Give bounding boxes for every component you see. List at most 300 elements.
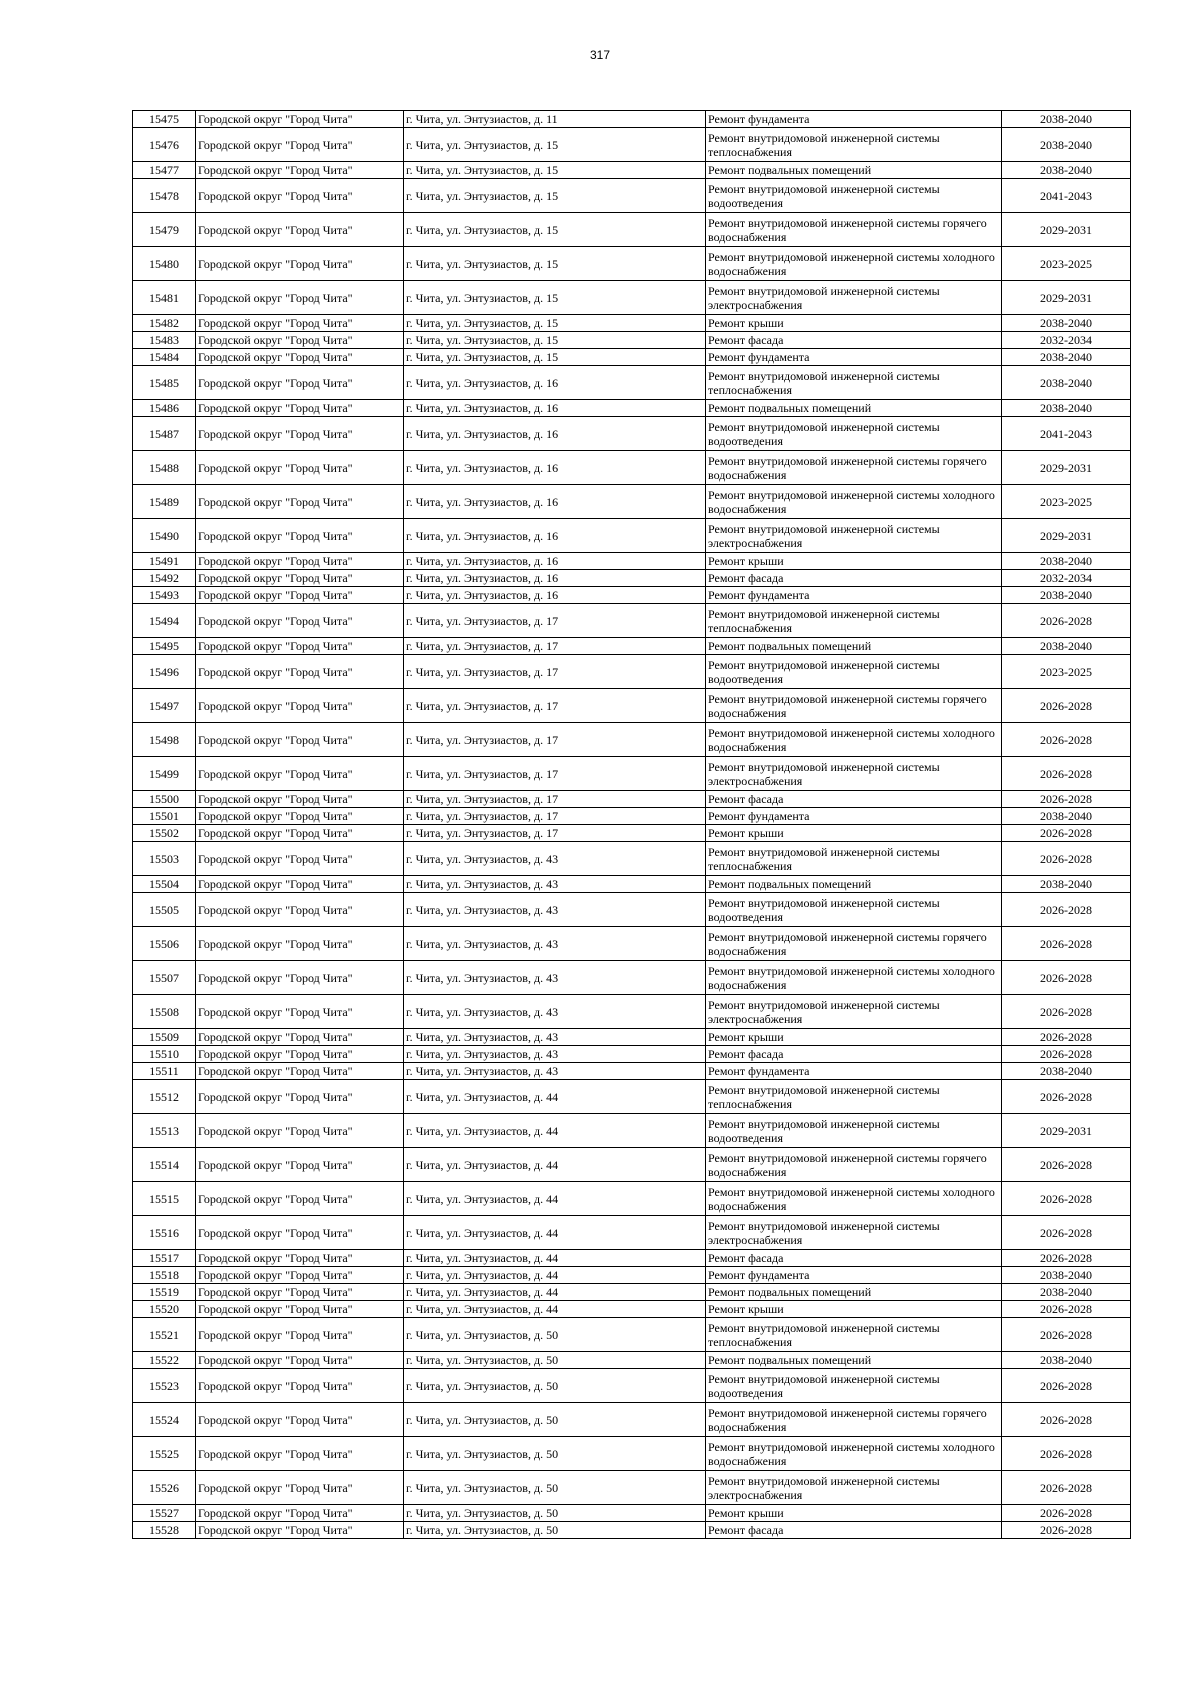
row-number-cell: 15486 bbox=[133, 400, 196, 417]
address-cell: г. Чита, ул. Энтузиастов, д. 15 bbox=[404, 128, 706, 162]
work-type-cell: Ремонт фасада bbox=[706, 1250, 1002, 1267]
period-cell: 2038-2040 bbox=[1002, 400, 1131, 417]
row-number-cell: 15520 bbox=[133, 1301, 196, 1318]
table-row bbox=[133, 213, 1131, 247]
period-cell: 2029-2031 bbox=[1002, 519, 1131, 553]
municipality-cell: Городской округ "Город Чита" bbox=[196, 1080, 404, 1114]
table-row bbox=[133, 1301, 1131, 1318]
row-number-cell: 15524 bbox=[133, 1403, 196, 1437]
municipality-cell: Городской округ "Город Чита" bbox=[196, 1182, 404, 1216]
address-cell: г. Чита, ул. Энтузиастов, д. 15 bbox=[404, 247, 706, 281]
period-cell: 2029-2031 bbox=[1002, 1114, 1131, 1148]
row-number-cell: 15484 bbox=[133, 349, 196, 366]
period-cell: 2041-2043 bbox=[1002, 179, 1131, 213]
work-type-cell: Ремонт внутридомовой инженерной системы горячего водоснабжения bbox=[706, 213, 1002, 247]
municipality-cell: Городской округ "Город Чита" bbox=[196, 1284, 404, 1301]
municipality-cell: Городской округ "Город Чита" bbox=[196, 1148, 404, 1182]
address-cell: г. Чита, ул. Энтузиастов, д. 50 bbox=[404, 1437, 706, 1471]
municipality-cell: Городской округ "Город Чита" bbox=[196, 570, 404, 587]
work-type-cell: Ремонт внутридомовой инженерной системы теплоснабжения bbox=[706, 842, 1002, 876]
table-row bbox=[133, 1369, 1131, 1403]
work-type-cell: Ремонт внутридомовой инженерной системы электроснабжения bbox=[706, 995, 1002, 1029]
row-number-cell: 15515 bbox=[133, 1182, 196, 1216]
table-row bbox=[133, 689, 1131, 723]
period-cell: 2038-2040 bbox=[1002, 876, 1131, 893]
address-cell: г. Чита, ул. Энтузиастов, д. 17 bbox=[404, 825, 706, 842]
period-cell: 2026-2028 bbox=[1002, 1029, 1131, 1046]
table-row bbox=[133, 961, 1131, 995]
municipality-cell: Городской округ "Город Чита" bbox=[196, 791, 404, 808]
table-row bbox=[133, 1250, 1131, 1267]
period-cell: 2038-2040 bbox=[1002, 553, 1131, 570]
row-number-cell: 15482 bbox=[133, 315, 196, 332]
municipality-cell: Городской округ "Город Чита" bbox=[196, 400, 404, 417]
period-cell: 2038-2040 bbox=[1002, 808, 1131, 825]
municipality-cell: Городской округ "Город Чита" bbox=[196, 1505, 404, 1522]
address-cell: г. Чита, ул. Энтузиастов, д. 43 bbox=[404, 842, 706, 876]
work-type-cell: Ремонт подвальных помещений bbox=[706, 162, 1002, 179]
period-cell: 2026-2028 bbox=[1002, 1301, 1131, 1318]
work-type-cell: Ремонт внутридомовой инженерной системы горячего водоснабжения bbox=[706, 1148, 1002, 1182]
period-cell: 2038-2040 bbox=[1002, 1267, 1131, 1284]
period-cell: 2038-2040 bbox=[1002, 1063, 1131, 1080]
address-cell: г. Чита, ул. Энтузиастов, д. 16 bbox=[404, 366, 706, 400]
table-row bbox=[133, 638, 1131, 655]
table-row bbox=[133, 1216, 1131, 1250]
municipality-cell: Городской округ "Город Чита" bbox=[196, 315, 404, 332]
municipality-cell: Городской округ "Город Чита" bbox=[196, 1352, 404, 1369]
work-type-cell: Ремонт внутридомовой инженерной системы теплоснабжения bbox=[706, 366, 1002, 400]
row-number-cell: 15497 bbox=[133, 689, 196, 723]
period-cell: 2026-2028 bbox=[1002, 1471, 1131, 1505]
period-cell: 2026-2028 bbox=[1002, 689, 1131, 723]
municipality-cell: Городской округ "Город Чита" bbox=[196, 349, 404, 366]
period-cell: 2026-2028 bbox=[1002, 604, 1131, 638]
row-number-cell: 15493 bbox=[133, 587, 196, 604]
row-number-cell: 15518 bbox=[133, 1267, 196, 1284]
table-row bbox=[133, 1114, 1131, 1148]
row-number-cell: 15475 bbox=[133, 111, 196, 128]
address-cell: г. Чита, ул. Энтузиастов, д. 16 bbox=[404, 519, 706, 553]
municipality-cell: Городской округ "Город Чита" bbox=[196, 655, 404, 689]
municipality-cell: Городской округ "Город Чита" bbox=[196, 1114, 404, 1148]
work-type-cell: Ремонт внутридомовой инженерной системы теплоснабжения bbox=[706, 604, 1002, 638]
work-type-cell: Ремонт фундамента bbox=[706, 587, 1002, 604]
row-number-cell: 15498 bbox=[133, 723, 196, 757]
row-number-cell: 15477 bbox=[133, 162, 196, 179]
work-type-cell: Ремонт крыши bbox=[706, 315, 1002, 332]
row-number-cell: 15510 bbox=[133, 1046, 196, 1063]
address-cell: г. Чита, ул. Энтузиастов, д. 17 bbox=[404, 638, 706, 655]
address-cell: г. Чита, ул. Энтузиастов, д. 43 bbox=[404, 927, 706, 961]
municipality-cell: Городской округ "Город Чита" bbox=[196, 247, 404, 281]
municipality-cell: Городской округ "Город Чита" bbox=[196, 1318, 404, 1352]
address-cell: г. Чита, ул. Энтузиастов, д. 43 bbox=[404, 893, 706, 927]
address-cell: г. Чита, ул. Энтузиастов, д. 43 bbox=[404, 1046, 706, 1063]
row-number-cell: 15487 bbox=[133, 417, 196, 451]
address-cell: г. Чита, ул. Энтузиастов, д. 44 bbox=[404, 1250, 706, 1267]
row-number-cell: 15499 bbox=[133, 757, 196, 791]
row-number-cell: 15521 bbox=[133, 1318, 196, 1352]
address-cell: г. Чита, ул. Энтузиастов, д. 17 bbox=[404, 791, 706, 808]
row-number-cell: 15500 bbox=[133, 791, 196, 808]
work-type-cell: Ремонт подвальных помещений bbox=[706, 1284, 1002, 1301]
period-cell: 2026-2028 bbox=[1002, 723, 1131, 757]
municipality-cell: Городской округ "Город Чита" bbox=[196, 1029, 404, 1046]
table-row bbox=[133, 162, 1131, 179]
address-cell: г. Чита, ул. Энтузиастов, д. 50 bbox=[404, 1369, 706, 1403]
row-number-cell: 15509 bbox=[133, 1029, 196, 1046]
address-cell: г. Чита, ул. Энтузиастов, д. 15 bbox=[404, 349, 706, 366]
table-row bbox=[133, 315, 1131, 332]
table-row bbox=[133, 757, 1131, 791]
municipality-cell: Городской округ "Город Чита" bbox=[196, 519, 404, 553]
table-row bbox=[133, 179, 1131, 213]
work-type-cell: Ремонт фасада bbox=[706, 1522, 1002, 1539]
table-row bbox=[133, 1182, 1131, 1216]
address-cell: г. Чита, ул. Энтузиастов, д. 16 bbox=[404, 587, 706, 604]
work-type-cell: Ремонт внутридомовой инженерной системы водоотведения bbox=[706, 1369, 1002, 1403]
period-cell: 2026-2028 bbox=[1002, 1080, 1131, 1114]
table-row bbox=[133, 1080, 1131, 1114]
address-cell: г. Чита, ул. Энтузиастов, д. 16 bbox=[404, 553, 706, 570]
address-cell: г. Чита, ул. Энтузиастов, д. 16 bbox=[404, 400, 706, 417]
table-row bbox=[133, 451, 1131, 485]
address-cell: г. Чита, ул. Энтузиастов, д. 44 bbox=[404, 1216, 706, 1250]
address-cell: г. Чита, ул. Энтузиастов, д. 44 bbox=[404, 1080, 706, 1114]
period-cell: 2026-2028 bbox=[1002, 1216, 1131, 1250]
work-type-cell: Ремонт фасада bbox=[706, 1046, 1002, 1063]
period-cell: 2038-2040 bbox=[1002, 638, 1131, 655]
period-cell: 2038-2040 bbox=[1002, 128, 1131, 162]
work-type-cell: Ремонт крыши bbox=[706, 1029, 1002, 1046]
row-number-cell: 15528 bbox=[133, 1522, 196, 1539]
municipality-cell: Городской округ "Город Чита" bbox=[196, 689, 404, 723]
period-cell: 2026-2028 bbox=[1002, 1369, 1131, 1403]
row-number-cell: 15522 bbox=[133, 1352, 196, 1369]
municipality-cell: Городской округ "Город Чита" bbox=[196, 995, 404, 1029]
work-type-cell: Ремонт внутридомовой инженерной системы электроснабжения bbox=[706, 281, 1002, 315]
address-cell: г. Чита, ул. Энтузиастов, д. 15 bbox=[404, 162, 706, 179]
work-type-cell: Ремонт фундамента bbox=[706, 1267, 1002, 1284]
municipality-cell: Городской округ "Город Чита" bbox=[196, 1063, 404, 1080]
table-row bbox=[133, 400, 1131, 417]
table-row bbox=[133, 1148, 1131, 1182]
municipality-cell: Городской округ "Город Чита" bbox=[196, 757, 404, 791]
address-cell: г. Чита, ул. Энтузиастов, д. 43 bbox=[404, 961, 706, 995]
row-number-cell: 15481 bbox=[133, 281, 196, 315]
period-cell: 2026-2028 bbox=[1002, 825, 1131, 842]
work-type-cell: Ремонт внутридомовой инженерной системы теплоснабжения bbox=[706, 1318, 1002, 1352]
period-cell: 2038-2040 bbox=[1002, 366, 1131, 400]
municipality-cell: Городской округ "Город Чита" bbox=[196, 451, 404, 485]
row-number-cell: 15489 bbox=[133, 485, 196, 519]
period-cell: 2038-2040 bbox=[1002, 1284, 1131, 1301]
table-row bbox=[133, 1471, 1131, 1505]
work-type-cell: Ремонт внутридомовой инженерной системы водоотведения bbox=[706, 417, 1002, 451]
municipality-cell: Городской округ "Город Чита" bbox=[196, 553, 404, 570]
municipality-cell: Городской округ "Город Чита" bbox=[196, 128, 404, 162]
municipality-cell: Городской округ "Город Чита" bbox=[196, 1267, 404, 1284]
period-cell: 2026-2028 bbox=[1002, 791, 1131, 808]
period-cell: 2023-2025 bbox=[1002, 247, 1131, 281]
work-type-cell: Ремонт внутридомовой инженерной системы горячего водоснабжения bbox=[706, 927, 1002, 961]
row-number-cell: 15523 bbox=[133, 1369, 196, 1403]
table-row bbox=[133, 1029, 1131, 1046]
period-cell: 2023-2025 bbox=[1002, 485, 1131, 519]
row-number-cell: 15483 bbox=[133, 332, 196, 349]
work-type-cell: Ремонт внутридомовой инженерной системы электроснабжения bbox=[706, 1471, 1002, 1505]
table-row bbox=[133, 1046, 1131, 1063]
work-type-cell: Ремонт внутридомовой инженерной системы горячего водоснабжения bbox=[706, 1403, 1002, 1437]
municipality-cell: Городской округ "Город Чита" bbox=[196, 961, 404, 995]
period-cell: 2026-2028 bbox=[1002, 1505, 1131, 1522]
address-cell: г. Чита, ул. Энтузиастов, д. 50 bbox=[404, 1522, 706, 1539]
work-type-cell: Ремонт крыши bbox=[706, 553, 1002, 570]
period-cell: 2026-2028 bbox=[1002, 1046, 1131, 1063]
row-number-cell: 15478 bbox=[133, 179, 196, 213]
period-cell: 2026-2028 bbox=[1002, 893, 1131, 927]
row-number-cell: 15525 bbox=[133, 1437, 196, 1471]
row-number-cell: 15479 bbox=[133, 213, 196, 247]
work-type-cell: Ремонт фундамента bbox=[706, 808, 1002, 825]
address-cell: г. Чита, ул. Энтузиастов, д. 15 bbox=[404, 315, 706, 332]
work-type-cell: Ремонт внутридомовой инженерной системы холодного водоснабжения bbox=[706, 1182, 1002, 1216]
table-row bbox=[133, 1437, 1131, 1471]
municipality-cell: Городской округ "Город Чита" bbox=[196, 1522, 404, 1539]
municipality-cell: Городской округ "Город Чита" bbox=[196, 281, 404, 315]
work-type-cell: Ремонт внутридомовой инженерной системы теплоснабжения bbox=[706, 128, 1002, 162]
table-row bbox=[133, 825, 1131, 842]
repair-schedule-table bbox=[132, 110, 1131, 1539]
row-number-cell: 15517 bbox=[133, 1250, 196, 1267]
address-cell: г. Чита, ул. Энтузиастов, д. 16 bbox=[404, 570, 706, 587]
row-number-cell: 15519 bbox=[133, 1284, 196, 1301]
address-cell: г. Чита, ул. Энтузиастов, д. 16 bbox=[404, 417, 706, 451]
period-cell: 2038-2040 bbox=[1002, 349, 1131, 366]
period-cell: 2038-2040 bbox=[1002, 587, 1131, 604]
table-row bbox=[133, 1505, 1131, 1522]
work-type-cell: Ремонт внутридомовой инженерной системы электроснабжения bbox=[706, 519, 1002, 553]
address-cell: г. Чита, ул. Энтузиастов, д. 50 bbox=[404, 1403, 706, 1437]
table-row bbox=[133, 1318, 1131, 1352]
table-row bbox=[133, 553, 1131, 570]
work-type-cell: Ремонт внутридомовой инженерной системы теплоснабжения bbox=[706, 1080, 1002, 1114]
table-row bbox=[133, 281, 1131, 315]
row-number-cell: 15511 bbox=[133, 1063, 196, 1080]
table-row bbox=[133, 893, 1131, 927]
table-row bbox=[133, 366, 1131, 400]
work-type-cell: Ремонт внутридомовой инженерной системы горячего водоснабжения bbox=[706, 689, 1002, 723]
work-type-cell: Ремонт фундамента bbox=[706, 111, 1002, 128]
row-number-cell: 15476 bbox=[133, 128, 196, 162]
table-row bbox=[133, 927, 1131, 961]
municipality-cell: Городской округ "Город Чита" bbox=[196, 111, 404, 128]
table-row bbox=[133, 349, 1131, 366]
period-cell: 2041-2043 bbox=[1002, 417, 1131, 451]
table-row bbox=[133, 128, 1131, 162]
row-number-cell: 15490 bbox=[133, 519, 196, 553]
period-cell: 2032-2034 bbox=[1002, 570, 1131, 587]
period-cell: 2038-2040 bbox=[1002, 1352, 1131, 1369]
municipality-cell: Городской округ "Город Чита" bbox=[196, 587, 404, 604]
work-type-cell: Ремонт внутридомовой инженерной системы электроснабжения bbox=[706, 757, 1002, 791]
municipality-cell: Городской округ "Город Чита" bbox=[196, 213, 404, 247]
address-cell: г. Чита, ул. Энтузиастов, д. 17 bbox=[404, 757, 706, 791]
period-cell: 2026-2028 bbox=[1002, 1182, 1131, 1216]
address-cell: г. Чита, ул. Энтузиастов, д. 16 bbox=[404, 451, 706, 485]
row-number-cell: 15502 bbox=[133, 825, 196, 842]
period-cell: 2038-2040 bbox=[1002, 111, 1131, 128]
row-number-cell: 15496 bbox=[133, 655, 196, 689]
table-row bbox=[133, 1063, 1131, 1080]
address-cell: г. Чита, ул. Энтузиастов, д. 17 bbox=[404, 808, 706, 825]
row-number-cell: 15504 bbox=[133, 876, 196, 893]
row-number-cell: 15495 bbox=[133, 638, 196, 655]
address-cell: г. Чита, ул. Энтузиастов, д. 44 bbox=[404, 1114, 706, 1148]
work-type-cell: Ремонт фасада bbox=[706, 791, 1002, 808]
address-cell: г. Чита, ул. Энтузиастов, д. 50 bbox=[404, 1471, 706, 1505]
period-cell: 2026-2028 bbox=[1002, 842, 1131, 876]
row-number-cell: 15506 bbox=[133, 927, 196, 961]
period-cell: 2026-2028 bbox=[1002, 757, 1131, 791]
work-type-cell: Ремонт подвальных помещений bbox=[706, 638, 1002, 655]
address-cell: г. Чита, ул. Энтузиастов, д. 44 bbox=[404, 1148, 706, 1182]
table-row bbox=[133, 1267, 1131, 1284]
row-number-cell: 15513 bbox=[133, 1114, 196, 1148]
address-cell: г. Чита, ул. Энтузиастов, д. 17 bbox=[404, 604, 706, 638]
table-row bbox=[133, 995, 1131, 1029]
row-number-cell: 15491 bbox=[133, 553, 196, 570]
work-type-cell: Ремонт фасада bbox=[706, 570, 1002, 587]
period-cell: 2026-2028 bbox=[1002, 1437, 1131, 1471]
period-cell: 2029-2031 bbox=[1002, 281, 1131, 315]
address-cell: г. Чита, ул. Энтузиастов, д. 17 bbox=[404, 723, 706, 757]
period-cell: 2026-2028 bbox=[1002, 1403, 1131, 1437]
municipality-cell: Городской округ "Город Чита" bbox=[196, 1369, 404, 1403]
address-cell: г. Чита, ул. Энтузиастов, д. 15 bbox=[404, 179, 706, 213]
table-row bbox=[133, 842, 1131, 876]
period-cell: 2032-2034 bbox=[1002, 332, 1131, 349]
row-number-cell: 15480 bbox=[133, 247, 196, 281]
work-type-cell: Ремонт фасада bbox=[706, 332, 1002, 349]
address-cell: г. Чита, ул. Энтузиастов, д. 44 bbox=[404, 1301, 706, 1318]
address-cell: г. Чита, ул. Энтузиастов, д. 15 bbox=[404, 281, 706, 315]
table-body bbox=[133, 111, 1131, 1539]
work-type-cell: Ремонт внутридомовой инженерной системы холодного водоснабжения bbox=[706, 1437, 1002, 1471]
work-type-cell: Ремонт внутридомовой инженерной системы водоотведения bbox=[706, 893, 1002, 927]
address-cell: г. Чита, ул. Энтузиастов, д. 44 bbox=[404, 1284, 706, 1301]
period-cell: 2038-2040 bbox=[1002, 315, 1131, 332]
row-number-cell: 15501 bbox=[133, 808, 196, 825]
work-type-cell: Ремонт внутридомовой инженерной системы холодного водоснабжения bbox=[706, 247, 1002, 281]
table-row bbox=[133, 1352, 1131, 1369]
table-row bbox=[133, 1403, 1131, 1437]
municipality-cell: Городской округ "Город Чита" bbox=[196, 876, 404, 893]
row-number-cell: 15492 bbox=[133, 570, 196, 587]
work-type-cell: Ремонт крыши bbox=[706, 1505, 1002, 1522]
table-row bbox=[133, 519, 1131, 553]
table-row bbox=[133, 111, 1131, 128]
row-number-cell: 15512 bbox=[133, 1080, 196, 1114]
work-type-cell: Ремонт внутридомовой инженерной системы холодного водоснабжения bbox=[706, 723, 1002, 757]
address-cell: г. Чита, ул. Энтузиастов, д. 50 bbox=[404, 1352, 706, 1369]
work-type-cell: Ремонт внутридомовой инженерной системы электроснабжения bbox=[706, 1216, 1002, 1250]
municipality-cell: Городской округ "Город Чита" bbox=[196, 366, 404, 400]
address-cell: г. Чита, ул. Энтузиастов, д. 16 bbox=[404, 485, 706, 519]
municipality-cell: Городской округ "Город Чита" bbox=[196, 1046, 404, 1063]
period-cell: 2026-2028 bbox=[1002, 995, 1131, 1029]
period-cell: 2029-2031 bbox=[1002, 451, 1131, 485]
municipality-cell: Городской округ "Город Чита" bbox=[196, 638, 404, 655]
work-type-cell: Ремонт фундамента bbox=[706, 349, 1002, 366]
row-number-cell: 15527 bbox=[133, 1505, 196, 1522]
table-row bbox=[133, 655, 1131, 689]
row-number-cell: 15516 bbox=[133, 1216, 196, 1250]
table-row bbox=[133, 485, 1131, 519]
address-cell: г. Чита, ул. Энтузиастов, д. 44 bbox=[404, 1182, 706, 1216]
municipality-cell: Городской округ "Город Чита" bbox=[196, 332, 404, 349]
row-number-cell: 15503 bbox=[133, 842, 196, 876]
municipality-cell: Городской округ "Город Чита" bbox=[196, 1437, 404, 1471]
work-type-cell: Ремонт внутридомовой инженерной системы водоотведения bbox=[706, 1114, 1002, 1148]
work-type-cell: Ремонт внутридомовой инженерной системы холодного водоснабжения bbox=[706, 485, 1002, 519]
table-row bbox=[133, 876, 1131, 893]
row-number-cell: 15514 bbox=[133, 1148, 196, 1182]
period-cell: 2026-2028 bbox=[1002, 1250, 1131, 1267]
work-type-cell: Ремонт внутридомовой инженерной системы водоотведения bbox=[706, 655, 1002, 689]
period-cell: 2026-2028 bbox=[1002, 961, 1131, 995]
municipality-cell: Городской округ "Город Чита" bbox=[196, 1250, 404, 1267]
address-cell: г. Чита, ул. Энтузиастов, д. 15 bbox=[404, 332, 706, 349]
address-cell: г. Чита, ул. Энтузиастов, д. 43 bbox=[404, 876, 706, 893]
municipality-cell: Городской округ "Город Чита" bbox=[196, 1471, 404, 1505]
table-row bbox=[133, 1284, 1131, 1301]
work-type-cell: Ремонт внутридомовой инженерной системы водоотведения bbox=[706, 179, 1002, 213]
address-cell: г. Чита, ул. Энтузиастов, д. 15 bbox=[404, 213, 706, 247]
address-cell: г. Чита, ул. Энтузиастов, д. 43 bbox=[404, 1063, 706, 1080]
table-row bbox=[133, 808, 1131, 825]
work-type-cell: Ремонт подвальных помещений bbox=[706, 876, 1002, 893]
row-number-cell: 15494 bbox=[133, 604, 196, 638]
table-row bbox=[133, 417, 1131, 451]
municipality-cell: Городской округ "Город Чита" bbox=[196, 927, 404, 961]
municipality-cell: Городской округ "Город Чита" bbox=[196, 808, 404, 825]
municipality-cell: Городской округ "Город Чита" bbox=[196, 604, 404, 638]
address-cell: г. Чита, ул. Энтузиастов, д. 17 bbox=[404, 689, 706, 723]
work-type-cell: Ремонт фундамента bbox=[706, 1063, 1002, 1080]
row-number-cell: 15526 bbox=[133, 1471, 196, 1505]
work-type-cell: Ремонт внутридомовой инженерной системы горячего водоснабжения bbox=[706, 451, 1002, 485]
work-type-cell: Ремонт крыши bbox=[706, 1301, 1002, 1318]
row-number-cell: 15508 bbox=[133, 995, 196, 1029]
work-type-cell: Ремонт внутридомовой инженерной системы холодного водоснабжения bbox=[706, 961, 1002, 995]
address-cell: г. Чита, ул. Энтузиастов, д. 11 bbox=[404, 111, 706, 128]
address-cell: г. Чита, ул. Энтузиастов, д. 44 bbox=[404, 1267, 706, 1284]
municipality-cell: Городской округ "Город Чита" bbox=[196, 723, 404, 757]
period-cell: 2026-2028 bbox=[1002, 1148, 1131, 1182]
municipality-cell: Городской округ "Город Чита" bbox=[196, 485, 404, 519]
table-row bbox=[133, 791, 1131, 808]
municipality-cell: Городской округ "Город Чита" bbox=[196, 842, 404, 876]
table-row bbox=[133, 604, 1131, 638]
period-cell: 2026-2028 bbox=[1002, 1522, 1131, 1539]
municipality-cell: Городской округ "Город Чита" bbox=[196, 1216, 404, 1250]
municipality-cell: Городской округ "Город Чита" bbox=[196, 417, 404, 451]
address-cell: г. Чита, ул. Энтузиастов, д. 50 bbox=[404, 1505, 706, 1522]
row-number-cell: 15488 bbox=[133, 451, 196, 485]
work-type-cell: Ремонт подвальных помещений bbox=[706, 400, 1002, 417]
